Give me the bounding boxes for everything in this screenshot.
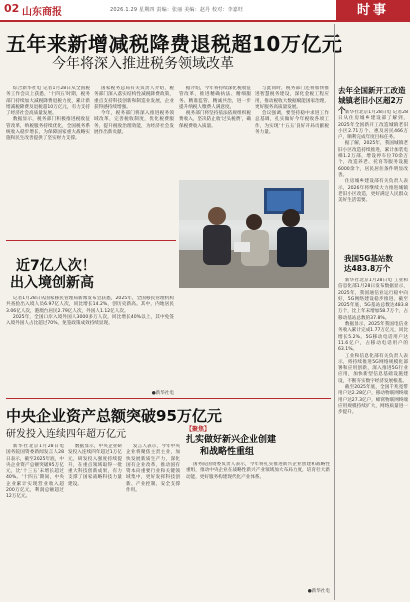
- story4-tag: 【聚焦】: [186, 426, 211, 433]
- section-label: 时事: [336, 0, 410, 22]
- right-story2-body: 新华社北京1月28日电 工业和信息化部1月28日发布数据显示，2025年，我国通信业运行稳中向好，5G网络建设稳步推进，截至2025年底，5G基站总数达483.8万个，比上年末增加58.7万个，占移动基站总数的37.8%。 数据显示，2025年我国电信业务收入累计完成1.77万亿元，同比增长5.2%。5G移动电话用户达11.6亿户，占移动电话用户的63.1%。 工业和信息化部有关负责人表示，将持续推进5G网络规模化部署和应用创新，深入推进5G行业应用，加快新型信息基础设施建设，不断夯实数字经济发展根基。 截至2025年底，全国千兆宽带用户达2.28亿户，移动物联网终端用户达27.3亿户，蜂窝物联网终端应用规模持续扩大，网络质量进一步提升。: [338, 278, 408, 416]
- story4-body: 国务院国资委负责人表示，今年将扎实推进新兴企业创建和战略性重组，推动中央企业在战略性新兴产业领域加大布局力度，培育壮大新动能，更好服务构建现代化产业体系。: [186, 462, 330, 480]
- main-headline: 五年来新增减税降费退税超10万亿元: [6, 32, 343, 56]
- main-story-col1: 综合新华社电 记者1月28日从全国税务工作会议上获悉，‘十四五’时期，税务部门持续加大减税降费退税力度，累计新增减税降费及退税超10万亿元，有力支持了经济社会高质量发展。 数据显示，税务部门积极推进税收征管改革，纳税服务持续优化，全国税务系统收入稳步增长，为保障国家重大战略实施和民生改善提供了坚实财力支撑。: [6, 86, 90, 142]
- story3-col1: 新华社北京1月28日电 国务院国资委新闻发言人28日表示，截至2025年底，中央企业资产总额突破95万亿元，比‘十三五’末增长超过40%。‘十四五’期间，中央企业累计实现营业收入超200万亿元，利润总额超过12万亿元。: [6, 444, 64, 500]
- divider-line: [6, 398, 331, 399]
- story2-headline-1: 近7亿人次！: [16, 258, 96, 274]
- right-story2-headline-1: 我国5G基站数: [344, 254, 393, 263]
- story3-col3: 发言人表示，今年中央企业将聚焦主责主业，加快发展新质生产力，深化国有企业改革，推动国有资本向重要行业和关键领域集中，更好发挥科技创新、产业控制、安全支撑作用。: [126, 444, 180, 494]
- news-photo: [179, 180, 329, 288]
- right-story1-headline-2: 城镇老旧小区超2万个: [338, 96, 404, 115]
- right-story2-headline-2: 达483.8万个: [344, 264, 391, 273]
- right-story1-body: 新华社北京1月28日电 记者28日从住房城乡建设部了解到，2025年全国新开工改造城镇老旧小区2.71万个、惠及居民466万户，顺利完成年度目标任务。 据了解，2025年，我国城镇老旧小区改造持续推进，累计加装电梯1.2万部，增设停车位70余万个，改造养老、托育等服务设施6000余个，居民居住条件明显改善。 住房城乡建设部有关负责人表示，2026年将继续大力推进城镇老旧小区改造，更好满足人民群众美好生活需要。: [338, 110, 408, 204]
- story4-headline-2: 和战略性重组: [200, 447, 255, 457]
- story3-headline: 中央企业资产总额突破95万亿元: [6, 407, 222, 425]
- main-story-col2: 国家税务总局有关负责人介绍，税务部门深入落实结构性减税降费政策，重点支持科技创新和制造业发展，企业获得感持续增强。 今年，税务部门将深入推进税务领域改革，完善税收制度，优化税费服务，提升税收治理效能，为经济社会发展作出新贡献。: [94, 86, 174, 136]
- story4-headline-1: 扎实做好新兴企业创建: [186, 435, 277, 445]
- main-story-col4: 与此同时，税务部门还将加快推进智慧税务建设，深化金税工程应用，推动税收大数据赋能国家治理，更好服务高质量发展。 会议强调，要坚持稳中求进工作总基调，扎实做好今年税收各项工作，为实现‘十五五’良好开局贡献税务力量。: [255, 86, 329, 136]
- story2-credit: ●新华社电: [151, 391, 174, 396]
- story2-headline-2: 出入境创新高: [10, 275, 94, 291]
- main-story-col3: 据介绍，今年将持续深化税收征管改革，推进精确执法、精细服务、精准监管、精诚共治，进一步提升纳税人缴费人满意度。 税务部门将坚持依法依规组织税费收入，坚决防止收‘过头税费’，确保税费收入质量。: [179, 86, 251, 129]
- newspaper-name: 山东商报: [22, 7, 62, 18]
- story3-col2: 数据显示，中央企业研发投入连续四年超过1万亿元，研发投入强度持续提升，在重点领域取得一批重大科技创新成果，有力支撑了国家战略科技力量建设。: [68, 444, 122, 487]
- story3-subhead: 研发投入连续四年超万亿元: [6, 429, 126, 440]
- right-story1-headline-1: 去年全国新开工改造: [338, 86, 406, 95]
- main-subhead: 今年将深入推进税务领域改革: [52, 56, 234, 72]
- column-separator: [334, 24, 335, 600]
- divider-line: [6, 240, 176, 241]
- page-number: 02: [4, 2, 20, 15]
- story2-body: 记者1月28日从国家移民管理局新闻发布会获悉，2025年，全国移民管理机构共查验出入境人员6.97亿人次，同比增长14.2%，创历史新高。其中，内地居民3.06亿人次，港澳台居民2.79亿人次，外国人1.12亿人次。 2025年，全国口岸入境外国人3000多万人次，同比增长40%以上，其中免签入境外国人占比超过70%，免签政策成效持续显现。: [6, 296, 174, 327]
- story4-credit: ●新华社电: [307, 589, 330, 594]
- issue-meta: 2026.1.29 星期四 责编：张丽 美编：赵丹 校对：李嘉旺: [110, 7, 244, 13]
- tax-office-photo: [179, 180, 329, 288]
